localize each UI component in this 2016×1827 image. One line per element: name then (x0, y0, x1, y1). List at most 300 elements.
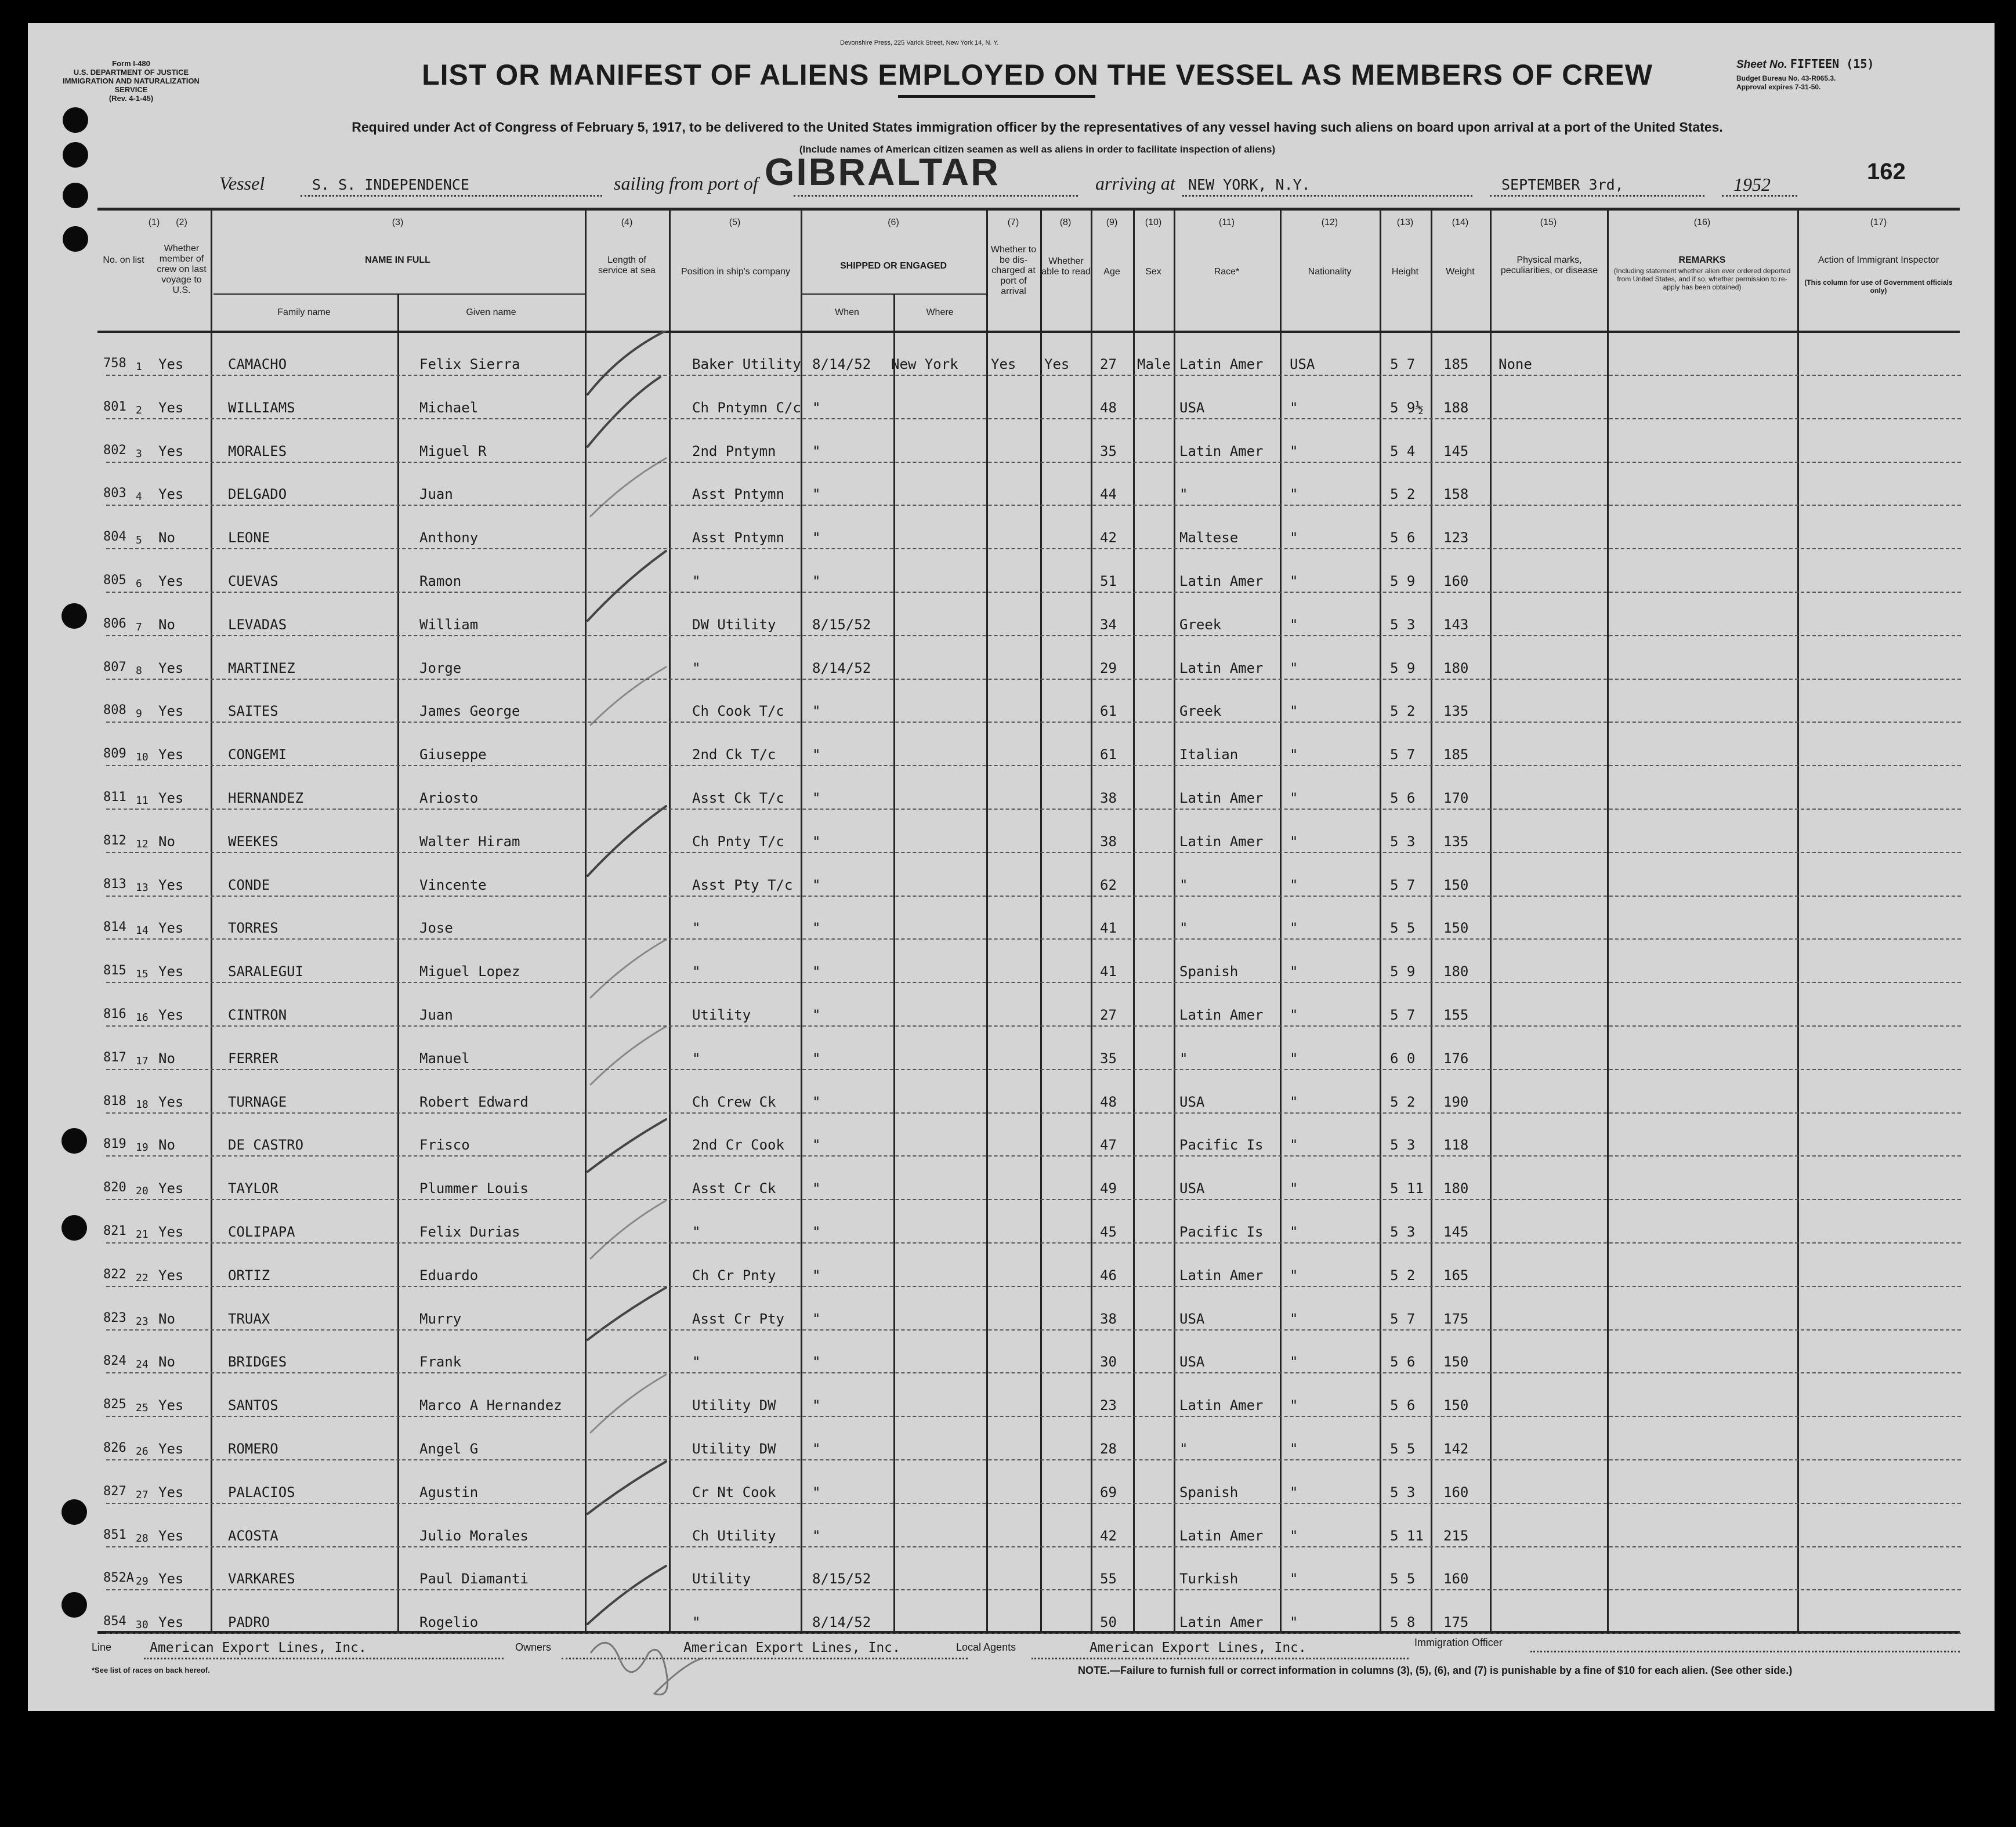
cell-nationality: USA (1290, 356, 1315, 372)
col-num-12: (12) (1321, 217, 1338, 227)
cell-ref-number: 826 (103, 1441, 126, 1455)
header-physical-marks: Physical marks, peculiarities, or disease (1500, 255, 1598, 276)
cell-ref-number: 818 (103, 1093, 126, 1108)
punch-hole (63, 107, 88, 133)
row-rule (106, 1416, 1961, 1417)
cell-line-number: 10 (136, 751, 149, 764)
cell-when: " (812, 1397, 821, 1414)
cell-weight: 180 (1443, 659, 1469, 676)
cell-given: Juan (419, 1007, 453, 1023)
cell-line-number: 20 (136, 1185, 149, 1198)
cell-height: 6 0 (1390, 1050, 1416, 1067)
races-note: *See list of races on back hereof. (92, 1666, 210, 1674)
col-num-6: (6) (888, 217, 899, 227)
cell-ref-number: 816 (103, 1007, 126, 1021)
cell-given: Jose (419, 920, 453, 937)
cell-crew: No (158, 1137, 175, 1154)
cell-weight: 188 (1443, 399, 1469, 416)
line-label: Line (92, 1641, 112, 1653)
date-fill-line (1490, 195, 1704, 197)
cell-age: 41 (1100, 963, 1117, 980)
cell-position: " (692, 1050, 701, 1067)
cell-race: Italian (1179, 746, 1239, 763)
cell-height: 5 4 (1390, 443, 1416, 459)
cell-line-number: 8 (136, 664, 142, 677)
cell-when: " (812, 920, 821, 937)
year-fill-line (1722, 195, 1797, 197)
cell-nationality: " (1290, 1484, 1298, 1500)
cell-line-number: 29 (136, 1575, 149, 1588)
cell-position: Ch Crew Ck (692, 1093, 776, 1110)
header-when: When (835, 307, 859, 317)
col-num-17: (17) (1870, 217, 1887, 227)
cell-weight: 135 (1443, 833, 1469, 850)
cell-when: " (812, 1137, 821, 1154)
cell-ref-number: 851 (103, 1527, 126, 1542)
cell-position: Ch Cook T/c (692, 703, 784, 720)
cell-position: Asst Cr Pty (692, 1310, 784, 1327)
cell-crew: Yes (158, 356, 184, 372)
cell-weight: 170 (1443, 790, 1469, 806)
header-no-on-list: No. on list (103, 255, 144, 265)
cell-when: " (812, 1224, 821, 1240)
cell-line-number: 16 (136, 1012, 149, 1024)
header-crew-last-voyage: Whether member of crew on last voyage to U.S. (157, 244, 207, 295)
cell-nationality: " (1290, 659, 1298, 676)
punch-hole (63, 183, 88, 208)
cell-race: Greek (1179, 616, 1222, 633)
cell-nationality: " (1290, 876, 1298, 893)
cell-height: 5 3 (1390, 616, 1416, 633)
cell-race: Latin Amer (1179, 1267, 1264, 1284)
cell-family: DELGADO (228, 486, 287, 503)
owners-label: Owners (515, 1641, 552, 1653)
sheet-value: FIFTEEN (15) (1790, 57, 1874, 71)
line-fill (144, 1658, 504, 1659)
officer-fill (1530, 1651, 1960, 1652)
arriving-port: NEW YORK, N.Y. (1188, 176, 1311, 193)
cell-position: Asst Pntymn (692, 486, 784, 503)
arrival-date: SEPTEMBER 3rd, (1501, 176, 1624, 193)
cell-position: " (692, 573, 701, 589)
table-row (28, 1027, 1995, 1070)
cell-nationality: " (1290, 1354, 1298, 1371)
cell-family: ORTIZ (228, 1267, 270, 1284)
cell-nationality: " (1290, 790, 1298, 806)
table-row (28, 680, 1995, 723)
row-rule (106, 982, 1961, 983)
cell-line-number: 25 (136, 1402, 149, 1415)
cell-weight: 175 (1443, 1614, 1469, 1631)
cell-when: 8/15/52 (812, 616, 871, 633)
approval-expiry: Approval expires 7-31-50. (1736, 83, 1821, 91)
cell-position: Ch Pntymn C/c (692, 399, 801, 416)
cell-when: 8/14/52 (812, 659, 871, 676)
table-row (28, 550, 1995, 593)
cell-when: " (812, 703, 821, 720)
header-discharged: Whether to be dis-charged at port of arrival (990, 245, 1037, 296)
cell-family: TRUAX (228, 1310, 270, 1327)
cell-line-number: 11 (136, 795, 149, 807)
cell-position: Utility DW (692, 1441, 776, 1457)
cell-position: " (692, 920, 701, 937)
cell-position: Ch Pnty T/c (692, 833, 784, 850)
cell-nationality: " (1290, 833, 1298, 850)
table-row (28, 1547, 1995, 1590)
cell-family: SANTOS (228, 1397, 278, 1414)
col-num-8: (8) (1059, 217, 1072, 227)
row-rule (106, 418, 1961, 419)
cell-age: 62 (1100, 876, 1117, 893)
cell-nationality: " (1290, 1224, 1298, 1240)
table-row (28, 1505, 1995, 1547)
header-given-name: Given name (466, 307, 516, 317)
cell-when: 8/14/52 (812, 1614, 871, 1631)
cell-position: Baker Utility (692, 356, 801, 372)
col-num-5: (5) (729, 217, 741, 227)
cell-height: 5 3 (1390, 1484, 1416, 1500)
cell-crew: Yes (158, 920, 184, 937)
cell-race: " (1179, 920, 1188, 937)
cell-position: " (692, 1614, 701, 1631)
cell-family: CUEVAS (228, 573, 278, 589)
cell-weight: 150 (1443, 876, 1469, 893)
vessel-name: S. S. INDEPENDENCE (312, 176, 469, 193)
cell-nationality: " (1290, 486, 1298, 503)
cell-race: USA (1179, 1093, 1205, 1110)
col-num-13: (13) (1396, 217, 1414, 227)
cell-position: 2nd Cr Cook (692, 1137, 784, 1154)
cell-race: " (1179, 486, 1188, 503)
cell-height: 5 9 (1390, 659, 1416, 676)
cell-given: Giuseppe (419, 746, 487, 763)
cell-height: 5 9 (1390, 573, 1416, 589)
cell-race: Latin Amer (1179, 1397, 1264, 1414)
cell-read: Yes (1044, 356, 1070, 372)
cell-age: 23 (1100, 1397, 1117, 1414)
cell-when: " (812, 876, 821, 893)
cell-weight: 180 (1443, 1180, 1469, 1197)
cell-family: SAITES (228, 703, 278, 720)
cell-line-number: 17 (136, 1054, 149, 1067)
row-rule (106, 635, 1961, 636)
cell-line-number: 24 (136, 1358, 149, 1371)
cell-ref-number: 811 (103, 790, 126, 804)
table-row (28, 723, 1995, 766)
cell-nationality: " (1290, 1180, 1298, 1197)
cell-height: 5 11 (1390, 1527, 1424, 1544)
cell-given: Miguel Lopez (419, 963, 520, 980)
arriving-label: arriving at (1095, 173, 1175, 194)
cell-given: Felix Sierra (419, 356, 520, 372)
cell-nationality: " (1290, 1614, 1298, 1631)
cell-height: 5 5 (1390, 920, 1416, 937)
cell-position: Cr Nt Cook (692, 1484, 776, 1500)
cell-weight: 145 (1443, 1224, 1469, 1240)
cell-weight: 185 (1443, 746, 1469, 763)
vessel-label: Vessel (219, 173, 265, 194)
cell-given: Plummer Louis (419, 1180, 529, 1197)
cell-when: " (812, 1267, 821, 1284)
cell-nationality: " (1290, 573, 1298, 589)
cell-ref-number: 817 (103, 1050, 126, 1065)
row-rule (106, 1069, 1961, 1070)
cell-line-number: 27 (136, 1488, 149, 1501)
cell-weight: 123 (1443, 530, 1469, 546)
cell-age: 48 (1100, 1093, 1117, 1110)
col-num-4: (4) (621, 217, 633, 227)
header-remarks-note: (Including statement whether alien ever ordered deported from United States, and if so, whether permission to re-apply has been obtained) (1613, 267, 1791, 291)
cell-height: 5 7 (1390, 746, 1416, 763)
cell-crew: Yes (158, 486, 184, 503)
table-row (28, 420, 1995, 463)
cell-line-number: 1 (136, 361, 142, 373)
cell-family: LEVADAS (228, 616, 287, 633)
cell-crew: Yes (158, 1267, 184, 1284)
cell-race: Pacific Is (1179, 1224, 1264, 1240)
cell-position: Utility (692, 1571, 751, 1587)
title-underline (898, 95, 1095, 98)
row-rule (106, 1242, 1961, 1244)
cell-given: Eduardo (419, 1267, 479, 1284)
cell-height: 5 6 (1390, 1397, 1416, 1414)
cell-crew: Yes (158, 746, 184, 763)
cell-race: Pacific Is (1179, 1137, 1264, 1154)
cell-position: 2nd Ck T/c (692, 746, 776, 763)
cell-line-number: 28 (136, 1532, 149, 1545)
cell-race: Latin Amer (1179, 1614, 1264, 1631)
cell-height: 5 3 (1390, 833, 1416, 850)
cell-when: " (812, 486, 821, 503)
cell-age: 48 (1100, 399, 1117, 416)
cell-crew: Yes (158, 399, 184, 416)
cell-height: 5 7 (1390, 1310, 1416, 1327)
cell-height: 5 7 (1390, 356, 1416, 372)
cell-position: Ch Cr Pnty (692, 1267, 776, 1284)
punch-hole (63, 226, 88, 252)
cell-height: 5 3 (1390, 1137, 1416, 1154)
table-row (28, 1157, 1995, 1200)
cell-age: 28 (1100, 1441, 1117, 1457)
cell-crew: Yes (158, 1484, 184, 1500)
cell-crew: Yes (158, 659, 184, 676)
col-num-1: (1) (148, 217, 160, 227)
cell-given: Ariosto (419, 790, 479, 806)
cell-given: Ramon (419, 573, 462, 589)
cell-when: 8/15/52 (812, 1571, 871, 1587)
line-value: American Export Lines, Inc. (150, 1640, 367, 1655)
cell-nationality: " (1290, 1267, 1298, 1284)
table-row (28, 1071, 1995, 1114)
manifest-sheet (28, 23, 1995, 1711)
cell-line-number: 22 (136, 1271, 149, 1284)
cell-height: 5 6 (1390, 1354, 1416, 1371)
page-number: 162 (1867, 159, 1906, 184)
sailing-label: sailing from port of (614, 173, 758, 194)
cell-age: 35 (1100, 443, 1117, 459)
cell-age: 27 (1100, 1007, 1117, 1023)
arrival-year: 1952 (1733, 174, 1771, 195)
cell-age: 51 (1100, 573, 1117, 589)
cell-age: 61 (1100, 746, 1117, 763)
cell-weight: 143 (1443, 616, 1469, 633)
cell-height: 5 3 (1390, 1224, 1416, 1240)
header-weight: Weight (1446, 267, 1475, 277)
cell-height: 5 9 (1390, 963, 1416, 980)
row-rule (106, 462, 1961, 463)
cell-line-number: 7 (136, 621, 142, 633)
cell-given: Murry (419, 1310, 462, 1327)
cell-line-number: 4 (136, 491, 142, 503)
vessel-fill-line (301, 195, 602, 197)
row-rule (106, 505, 1961, 506)
row-rule (106, 1155, 1961, 1157)
cell-crew: Yes (158, 1614, 184, 1631)
cell-age: 44 (1100, 486, 1117, 503)
col-num-9: (9) (1106, 217, 1118, 227)
cell-line-number: 14 (136, 925, 149, 937)
cell-crew: Yes (158, 1007, 184, 1023)
cell-when: " (812, 443, 821, 459)
cell-line-number: 13 (136, 881, 149, 894)
cell-ref-number: 825 (103, 1397, 126, 1412)
cell-position: Asst Ck T/c (692, 790, 784, 806)
cell-when: " (812, 1180, 821, 1197)
cell-line-number: 6 (136, 578, 142, 590)
header-inspector-note: (This column for use of Government officials only) (1804, 278, 1953, 295)
col-num-3: (3) (392, 217, 404, 227)
col-num-16: (16) (1693, 217, 1711, 227)
press-imprint: Devonshire Press, 225 Varick Street, New York 14, N. Y. (840, 39, 999, 46)
cell-height: 5 6 (1390, 530, 1416, 546)
cell-nationality: " (1290, 530, 1298, 546)
table-top-rule (97, 208, 1960, 211)
cell-age: 38 (1100, 790, 1117, 806)
cell-family: SARALEGUI (228, 963, 304, 980)
row-rule (106, 1372, 1961, 1373)
cell-family: FERRER (228, 1050, 278, 1067)
cell-family: PALACIOS (228, 1484, 295, 1500)
table-row (28, 810, 1995, 853)
cell-height: 5 2 (1390, 1093, 1416, 1110)
table-row (28, 767, 1995, 810)
form-number: Form I-480 (112, 59, 150, 68)
row-rule (106, 852, 1961, 853)
cell-line-number: 26 (136, 1445, 149, 1458)
cell-race: Latin Amer (1179, 443, 1264, 459)
cell-family: DE CASTRO (228, 1137, 304, 1154)
cell-nationality: " (1290, 1007, 1298, 1023)
cell-ref-number: 820 (103, 1180, 126, 1195)
cell-age: 35 (1100, 1050, 1117, 1067)
cell-crew: No (158, 530, 175, 546)
cell-race: USA (1179, 1180, 1205, 1197)
cell-given: Felix Durias (419, 1224, 520, 1240)
cell-race: Latin Amer (1179, 833, 1264, 850)
row-rule (106, 765, 1961, 766)
cell-given: Angel G (419, 1441, 479, 1457)
cell-crew: No (158, 616, 175, 633)
cell-weight: 215 (1443, 1527, 1469, 1544)
cell-weight: 175 (1443, 1310, 1469, 1327)
port-fill-line (794, 195, 1078, 197)
agents-value: American Export Lines, Inc. (1090, 1640, 1306, 1655)
cell-age: 55 (1100, 1571, 1117, 1587)
cell-ref-number: 812 (103, 833, 126, 848)
cell-race: USA (1179, 1354, 1205, 1371)
cell-position: DW Utility (692, 616, 776, 633)
cell-family: MORALES (228, 443, 287, 459)
cell-weight: 180 (1443, 963, 1469, 980)
cell-where: New York (891, 356, 958, 372)
header-family-name: Family name (277, 307, 331, 317)
row-rule (106, 722, 1961, 723)
cell-weight: 155 (1443, 1007, 1469, 1023)
cell-position: Ch Utility (692, 1527, 776, 1544)
table-row (28, 1114, 1995, 1157)
row-rule (106, 1459, 1961, 1460)
cell-nationality: " (1290, 1050, 1298, 1067)
cell-ref-number: 804 (103, 530, 126, 545)
cell-line-number: 3 (136, 447, 142, 460)
cell-discharged: Yes (991, 356, 1016, 372)
row-rule (106, 1025, 1961, 1027)
cell-ref-number: 758 (103, 356, 126, 371)
cell-ref-number: 801 (103, 399, 126, 414)
table-row (28, 463, 1995, 506)
cell-family: TAYLOR (228, 1180, 278, 1197)
cell-crew: No (158, 833, 175, 850)
cell-sex: Male (1137, 356, 1171, 372)
cell-height: 5 7 (1390, 1007, 1416, 1023)
cell-weight: 160 (1443, 1571, 1469, 1587)
cell-weight: 176 (1443, 1050, 1469, 1067)
cell-given: William (419, 616, 479, 633)
cell-given: Robert Edward (419, 1093, 529, 1110)
cell-position: Utility DW (692, 1397, 776, 1414)
cell-nationality: " (1290, 1397, 1298, 1414)
cell-line-number: 15 (136, 968, 149, 981)
cell-position: " (692, 1224, 701, 1240)
cell-position: " (692, 1354, 701, 1371)
page-title: LIST OR MANIFEST OF ALIENS EMPLOYED ON THE VESSEL AS MEMBERS OF CREW (422, 59, 1653, 91)
cell-crew: Yes (158, 703, 184, 720)
cell-crew: No (158, 1310, 175, 1327)
cell-given: Julio Morales (419, 1527, 529, 1544)
cell-family: CINTRON (228, 1007, 287, 1023)
row-rule (106, 1286, 1961, 1287)
header-length-of-service: Length of service at sea (598, 255, 656, 276)
cell-weight: 142 (1443, 1441, 1469, 1457)
cell-position: " (692, 963, 701, 980)
cell-given: Agustin (419, 1484, 479, 1500)
cell-height: 5 6 (1390, 790, 1416, 806)
cell-ref-number: 803 (103, 486, 126, 501)
cell-height: 5 9½ (1390, 399, 1424, 416)
cell-when: 8/14/52 (812, 356, 871, 372)
port-stamp: GIBRALTAR (765, 150, 1000, 193)
header-able-to-read: Whether able to read (1041, 256, 1091, 277)
penalty-note: NOTE.—Failure to furnish full or correct information in columns (3), (5), (6), and (7) is punishable by a fine of $10 for each alien. (See other side.) (1078, 1665, 1793, 1676)
cell-age: 47 (1100, 1137, 1117, 1154)
header-race: Race* (1214, 267, 1240, 277)
table-row (28, 593, 1995, 636)
arrival-fill-line (1182, 195, 1472, 197)
row-rule (106, 1329, 1961, 1331)
cell-nationality: " (1290, 399, 1298, 416)
header-remarks: REMARKS (1678, 255, 1726, 265)
cell-weight: 118 (1443, 1137, 1469, 1154)
